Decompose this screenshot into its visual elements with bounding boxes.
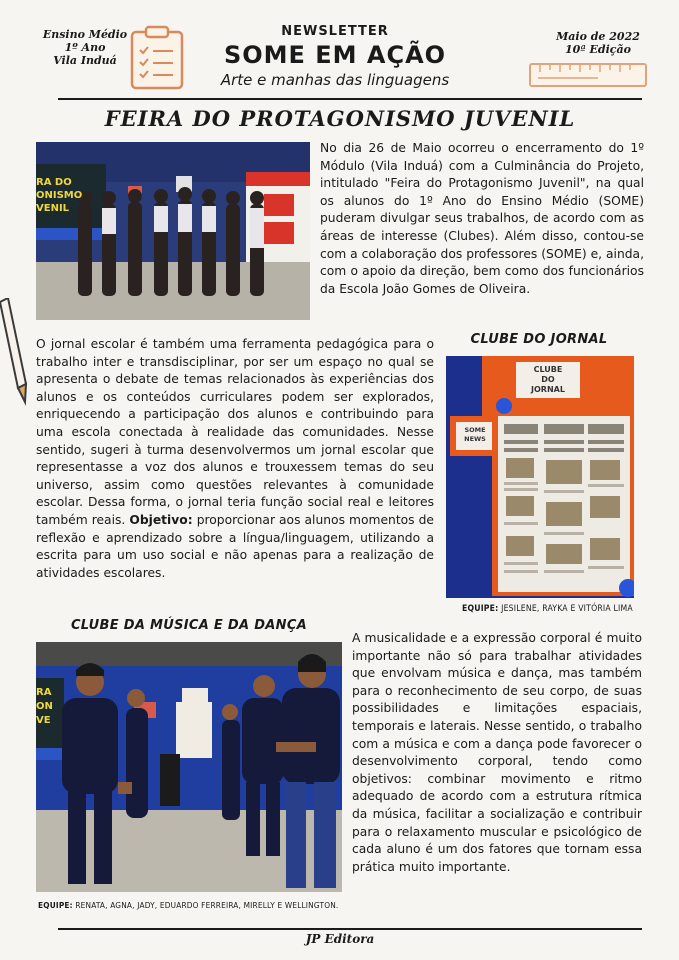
- banner-line: ON: [36, 701, 53, 712]
- dance-photo: [36, 642, 342, 892]
- banner-line: RA: [36, 687, 52, 698]
- clipboard-icon: [126, 24, 188, 92]
- header-location: Vila Induá: [53, 54, 117, 67]
- header-divider: [58, 98, 642, 100]
- journal-text: O jornal escolar é também uma ferramenta pedagógica para o trabalho inter e transdisciplinar, por ser um espaço no qual se apresenta o debate de temas relacionados às experiências dos alunos e os conteúdos curriculares podem ser explorados, enriquecendo a participação dos alunos e contribuindo para uma escola conectada à realidade das comunidades. Nesse sentido, sugeri à turma desenvolvermos um jornal escolar que representasse a voz dos alunos e trouxessem temas do seu universo, assim como questões relevantes à comunidade escolar. Dessa forma, o jornal teria função social real e leitores também reais.: [36, 337, 434, 527]
- caption-label: EQUIPE:: [462, 604, 499, 614]
- header-grade: 1º Ano: [64, 41, 106, 54]
- masthead: [190, 24, 480, 89]
- caption-names: RENATA, AGNA, JADY, EDUARDO FERREIRA, MIRELLY E WELLINGTON.: [75, 900, 339, 910]
- objective-label: Objetivo:: [129, 512, 193, 527]
- masthead-title: SOME EM AÇÃO: [223, 41, 447, 69]
- small-sign-line: NEWS: [464, 435, 486, 443]
- dance-banner-text: [36, 686, 64, 728]
- banner-line: VE: [36, 715, 51, 726]
- header-edition: 10ª Edição: [565, 43, 631, 56]
- header-date: Maio de 2022: [556, 30, 640, 43]
- ruler-icon: [528, 60, 648, 90]
- banner-line: ONISMO: [36, 190, 83, 201]
- footer-divider: [58, 928, 642, 930]
- clube-jornal-caption: [462, 604, 633, 614]
- sign-line: JORNAL: [531, 385, 565, 394]
- pencil-icon: [0, 298, 30, 408]
- clube-jornal-sign: [516, 365, 580, 395]
- clube-musica-caption: [38, 900, 338, 910]
- masthead-label: NEWSLETTER: [281, 24, 389, 39]
- caption-names: JESILENE, RAYKA E VITÓRIA LIMA: [501, 604, 633, 614]
- small-sign-line: SOME: [464, 426, 486, 434]
- footer-publisher: JP Editora: [305, 932, 375, 946]
- banner-line: VENIL: [36, 203, 70, 214]
- caption-label: EQUIPE:: [38, 900, 73, 910]
- journal-paragraph: [36, 336, 434, 582]
- masthead-subtitle: Arte e manhas das linguagens: [220, 71, 450, 89]
- page-title: FEIRA DO PROTAGONISMO JUVENIL: [104, 106, 576, 131]
- intro-paragraph: No dia 26 de Maio ocorreu o encerramento do 1º Módulo (Vila Induá) com a Culminância do Projeto, intitulado "Feira do Protagonismo Juvenil", na qual os alunos do 1º Ano do Ensino Médio (SOME) puderam divulgar seus trabalhos, de acordo com as áreas de interesse (Clubes). Além disso, contou-se com a colaboração dos professores (SOME) e, ainda, com o apoio da direção, bem como dos funcionários da Escola João Gomes de Oliveira.: [320, 141, 644, 296]
- clube-jornal-title: CLUBE DO JORNAL: [470, 332, 608, 347]
- event-banner-text: [36, 176, 106, 215]
- some-news-sign: [456, 426, 494, 444]
- objective-text: proporcionar aos alunos momentos de reflexão e aprendizado sobre a língua/linguagem, utilizando a escrita para um uso social e não apenas para a realização de atividades escolares.: [36, 512, 434, 580]
- music-paragraph: A musicalidade e a expressão corporal é muito importante não só para trabalhar atividades que envolvam música e dança, mas também para o reconhecimento de seu corpo, de suas possibilidades e limitações espaciais, temporais e laterais. Nesse sentido, o trabalho com a música e com a dança pode favorecer o desenvolvimento corporal, tendo como objetivos: combinar movimento e ritmo adequado de acordo com a estrutura rítmica da música, facilitar a socialização e contribuir para o relaxamento muscular e psicológico de cada aluno é um dos fatores que tornam essa prática muito importante.: [352, 631, 642, 874]
- sign-line: DO: [541, 375, 555, 384]
- event-group-photo: [36, 142, 310, 320]
- clube-musica-title: CLUBE DA MÚSICA E DA DANÇA: [70, 618, 308, 633]
- sign-line: CLUBE: [533, 365, 563, 374]
- journal-board-photo: [446, 356, 634, 598]
- header-level: Ensino Médio: [42, 28, 128, 41]
- banner-line: RA DO: [36, 177, 72, 188]
- header-school-info: [40, 28, 130, 67]
- header-edition-info: [548, 30, 648, 56]
